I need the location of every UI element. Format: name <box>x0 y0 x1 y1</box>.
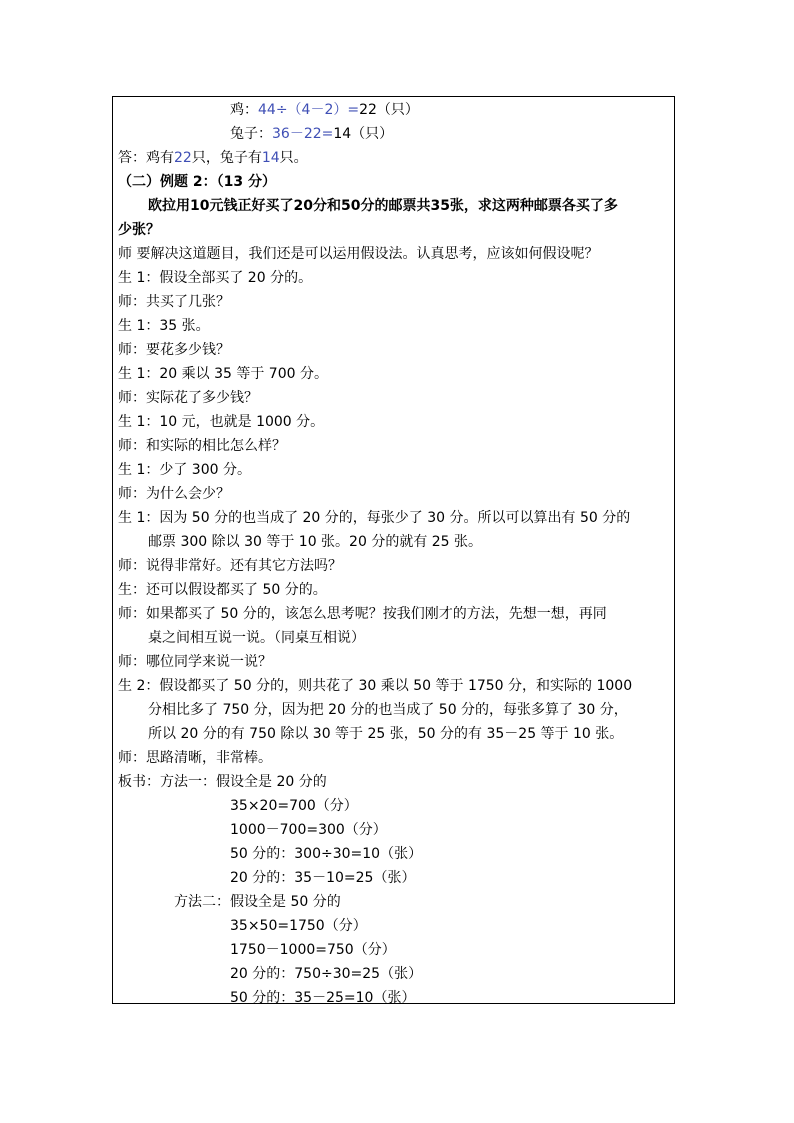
text-segment: 答：鸡有 <box>118 150 174 166</box>
dialogue-line: 生：还可以假设都买了 50 分的。 <box>118 582 327 598</box>
dialogue-line: 生 1：35 张。 <box>118 318 210 334</box>
dialogue-line-cont: 所以 20 分的有 750 除以 30 等于 25 张，50 分的有 35－25 等于 10 张。 <box>148 726 624 742</box>
board-step: 1000－700=300（分） <box>230 822 387 838</box>
text-segment: 36－22= <box>272 126 334 142</box>
text-segment: 14（只） <box>333 126 394 142</box>
dialogue-line: 师：哪位同学来说一说？ <box>118 654 272 670</box>
example-2-problem-cont: 少张？ <box>118 222 160 238</box>
text-segment: 22（只） <box>359 102 419 118</box>
dialogue-line: 师：如果都买了 50 分的，该怎么思考呢？按我们刚才的方法，先想一想，再同 <box>118 606 607 622</box>
line-chicken <box>230 100 419 120</box>
dialogue-line: 生 2：假设都买了 50 分的，则共花了 30 乘以 50 等于 1750 分，和实际的 1000 <box>118 678 633 694</box>
dialogue-line: 生 1：假设全部买了 20 分的。 <box>118 270 313 286</box>
board-step: 50 分的：300÷30=10（张） <box>230 846 423 862</box>
dialogue-line: 师：说得非常好。还有其它方法吗？ <box>118 558 342 574</box>
dialogue-line: 师：共买了几张？ <box>118 294 230 310</box>
dialogue-line: 生 1：少了 300 分。 <box>118 462 251 478</box>
board-step: 1750－1000=750（分） <box>230 942 396 958</box>
dialogue-line: 师：思路清晰，非常棒。 <box>118 750 272 766</box>
dialogue-line: 生 1：20 乘以 35 等于 700 分。 <box>118 366 328 382</box>
dialogue-line: 师：实际花了多少钱？ <box>118 390 258 406</box>
example-2-heading: （二）例题 2：（13 分） <box>118 174 276 190</box>
text-segment: 只，兔子有 <box>191 150 262 166</box>
dialogue-line: 生 1：因为 50 分的也当成了 20 分的，每张少了 30 分。所以可以算出有 50 分的 <box>118 510 631 526</box>
dialogue-line: 师：和实际的相比怎么样？ <box>118 438 286 454</box>
board-step: 20 分的：750÷30=25（张） <box>230 966 423 982</box>
text-segment: 14 <box>261 150 280 166</box>
dialogue-line-cont: 分相比多了 750 分，因为把 20 分的也当成了 50 分的，每张多算了 30 分， <box>148 702 628 718</box>
line-rabbit <box>230 124 393 144</box>
text-segment: 兔子： <box>230 126 272 142</box>
dialogue-line: 师 要解决这道题目，我们还是可以运用假设法。认真思考，应该如何假设呢？ <box>118 246 599 262</box>
text-segment: 22 <box>174 150 192 166</box>
dialogue-line: 师：为什么会少？ <box>118 486 230 502</box>
board-step: 35×20=700（分） <box>230 798 358 814</box>
board-step: 35×50=1750（分） <box>230 918 367 934</box>
dialogue-line: 生 1：10 元，也就是 1000 分。 <box>118 414 325 430</box>
board-step: 20 分的：35－10=25（张） <box>230 870 416 886</box>
dialogue-line: 师：要花多少钱？ <box>118 342 230 358</box>
text-segment: 44÷（4－2）= <box>258 102 360 118</box>
dialogue-line-cont: 邮票 300 除以 30 等于 10 张。20 分的就有 25 张。 <box>148 534 483 550</box>
board-method-1: 板书：方法一：假设全是 20 分的 <box>118 774 327 790</box>
example-2-problem: 欧拉用10元钱正好买了20分和50分的邮票共35张，求这两种邮票各买了多 <box>148 198 618 214</box>
text-segment: 只。 <box>279 150 308 166</box>
board-method-2: 方法二：假设全是 50 分的 <box>174 894 341 910</box>
text-segment: 鸡： <box>230 102 258 118</box>
line-answer <box>118 148 308 168</box>
board-step: 50 分的：35－25=10（张） <box>230 990 416 1006</box>
dialogue-line-cont: 桌之间相互说一说。（同桌互相说） <box>148 630 365 646</box>
